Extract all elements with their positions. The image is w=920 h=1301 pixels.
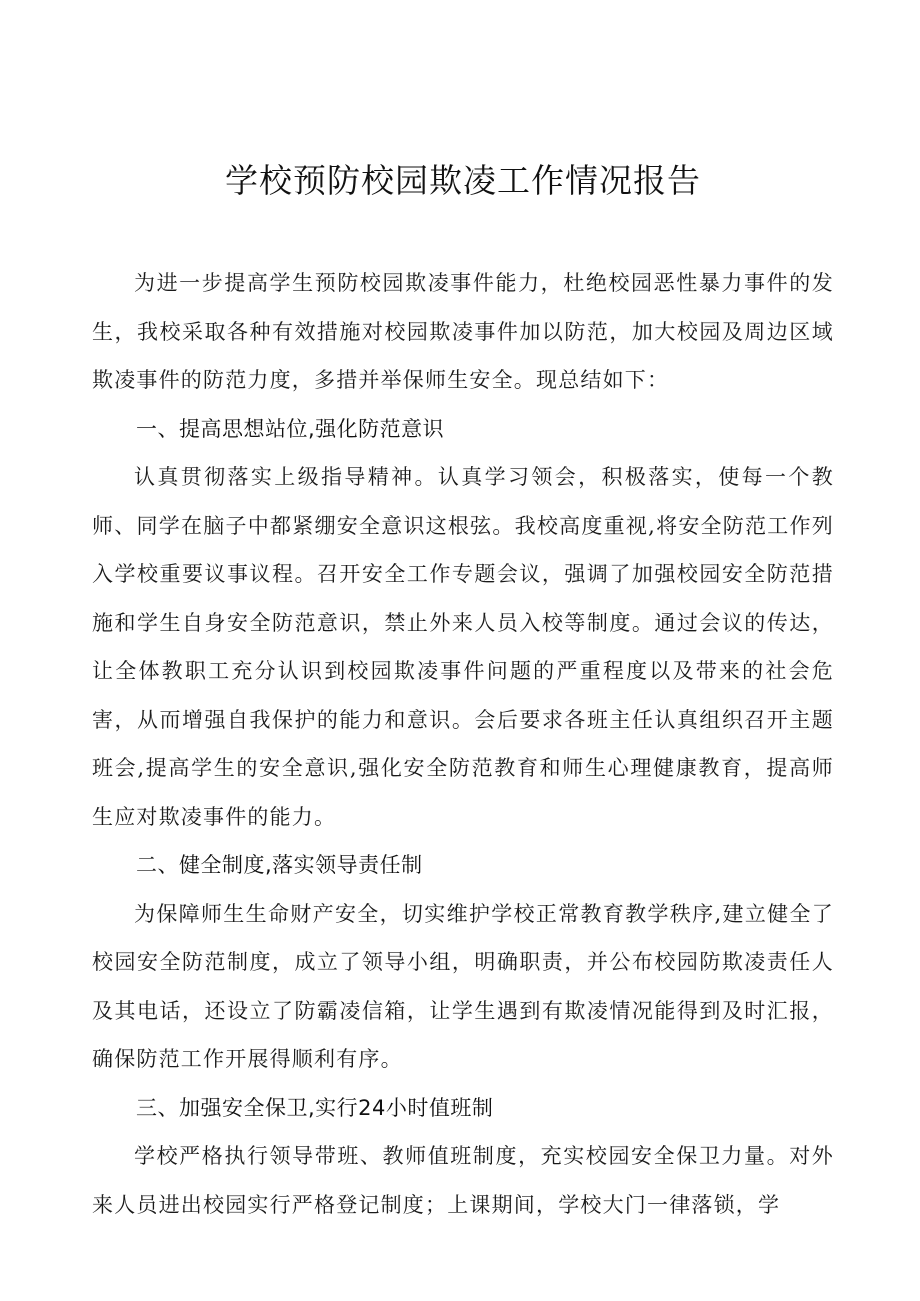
document-title: 学校预防校园欺凌工作情况报告: [225, 161, 701, 200]
section-paragraph-3: 学校严格执行领导带班、教师值班制度，充实校园安全保卫力量。对外来人员进出校园实行严格登记制度；上课期间，学校大门一律落锁，学: [92, 1144, 834, 1217]
section-heading-1: 一、提高思想站位,强化防范意识: [136, 416, 445, 441]
section-heading-2: 二、健全制度,落实领导责任制: [136, 853, 423, 877]
section-heading-3: 三、加强安全保卫,实行24小时值班制: [136, 1095, 494, 1120]
document-body: [92, 259, 834, 1229]
intro-paragraph: 为进一步提高学生预防校园欺凌事件能力，杜绝校园恶性暴力事件的发生，我校采取各种有效措施对校园欺凌事件加以防范，加大校园及周边区域欺凌事件的防范力度，多措并举保师生安全。现总结如下：: [92, 271, 834, 392]
section-paragraph-2: 为保障师生生命财产安全，切实维护学校正常教育教学秩序,建立健全了校园安全防范制度，成立了领导小组，明确职责，并公布校园防欺凌责任人及其电话，还设立了防霸凌信箱，让学生遇到有欺凌情况能得到及时汇报，确保防范工作开展得顺利有序。: [92, 901, 834, 1071]
document-page: [92, 0, 834, 1229]
section-paragraph-1: 认真贯彻落实上级指导精神。认真学习领会，积极落实，使每一个教师、同学在脑子中都紧绷安全意识这根弦。我校高度重视,将安全防范工作列入学校重要议事议程。召开安全工作专题会议，强调了加强校园安全防范措施和学生自身安全防范意识，禁止外来人员入校等制度。通过会议的传达，让全体教职工充分认识到校园欺凌事件问题的严重程度以及带来的社会危害，从而增强自我保护的能力和意识。会后要求各班主任认真组织召开主题班会,提高学生的安全意识,强化安全防范教育和师生心理健康教育，提高师生应对欺凌事件的能力。: [92, 465, 834, 829]
